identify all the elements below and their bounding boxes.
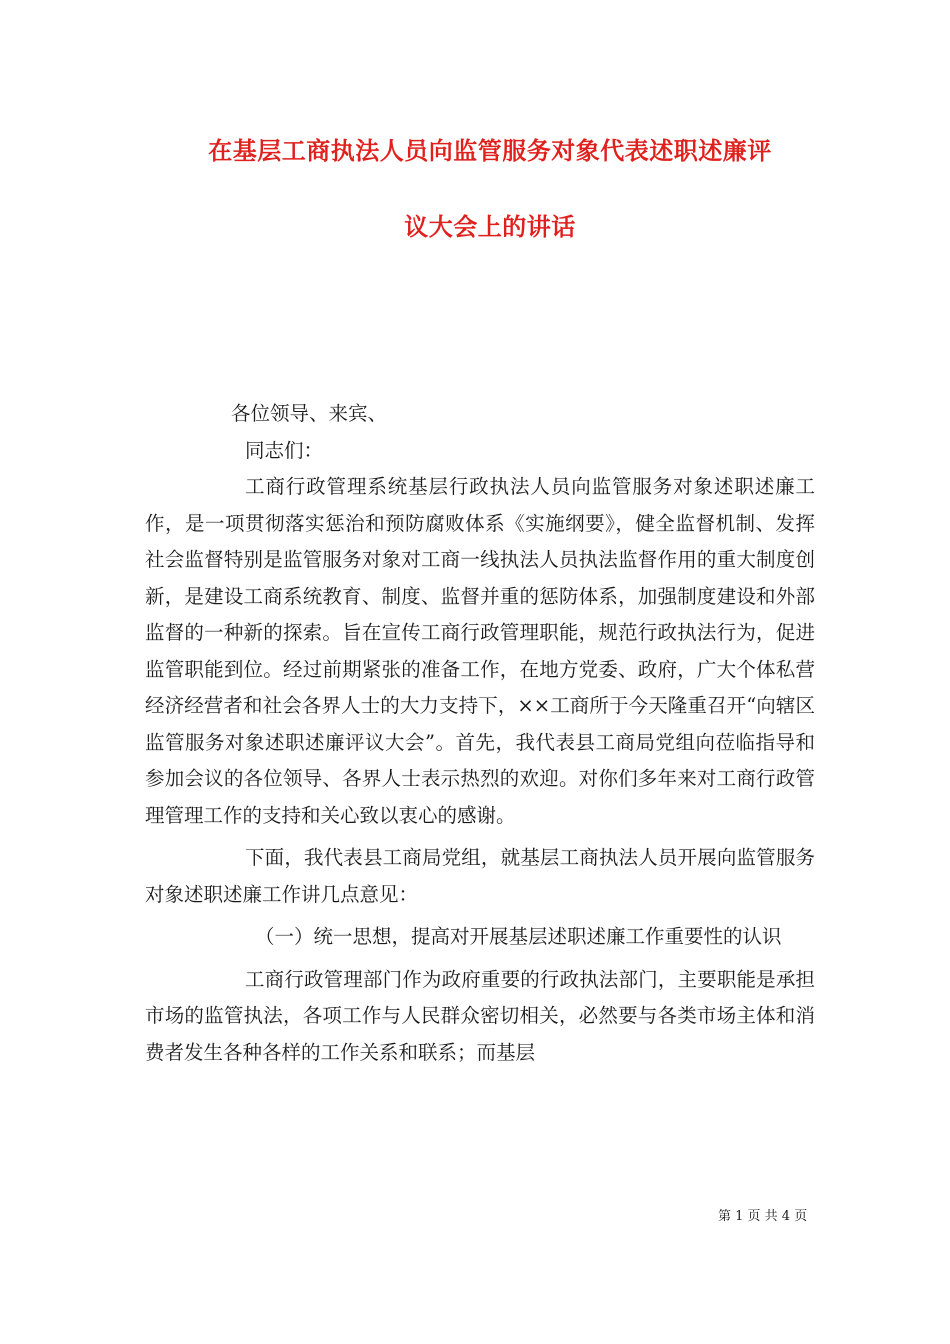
section-heading-1: （一）统一思想，提高对开展基层述职述廉工作重要性的认识 <box>255 925 782 948</box>
paragraph-section-1: 工商行政管理部门作为政府重要的行政执法部门，主要职能是承担市场的监管执法，各项工作与人民群众密切相关，必然要与各类市场主体和消费者发生各种各样的工作关系和联系；而基层 <box>145 967 815 1064</box>
page-number-footer: 第 1 页 共 4 页 <box>718 1209 808 1224</box>
document-title-line-1: 在基层工商执法人员向监管服务对象代表述职述廉评 <box>208 136 772 165</box>
paragraph-intro: 下面，我代表县工商局党组，就基层工商执法人员开展向监管服务对象述职述廉工作讲几点意见： <box>145 846 815 906</box>
document-title-line-2: 议大会上的讲话 <box>404 212 576 241</box>
salutation-line-1: 各位领导、来宾、 <box>231 402 388 425</box>
document-body <box>145 396 815 1071</box>
salutation-line-2: 同志们： <box>245 438 324 462</box>
paragraph-opening: 工商行政管理系统基层行政执法人员向监管服务对象述职述廉工作，是一项贯彻落实惩治和预防腐败体系《实施纲要》，健全监督机制、发挥社会监督特别是监管服务对象对工商一线执法人员执法监督作用的重大制度创新，是建设工商系统教育、制度、监督并重的惩防体系，加强制度建设和外部监督的一种新的探索。旨在宣传工商行政管理职能，规范行政执法行为，促进监管职能到位。经过前期紧张的准备工作，在地方党委、政府，广大个体私营经济经营者和社会各界人士的大力支持下，××工商所于今天隆重召开“向辖区监管服务对象述职述廉评议大会”。首先，我代表县工商局党组向莅临指导和参加会议的各位领导、各界人士表示热烈的欢迎。对你们多年来对工商行政管理管理工作的支持和关心致以衷心的感谢。 <box>145 475 815 827</box>
